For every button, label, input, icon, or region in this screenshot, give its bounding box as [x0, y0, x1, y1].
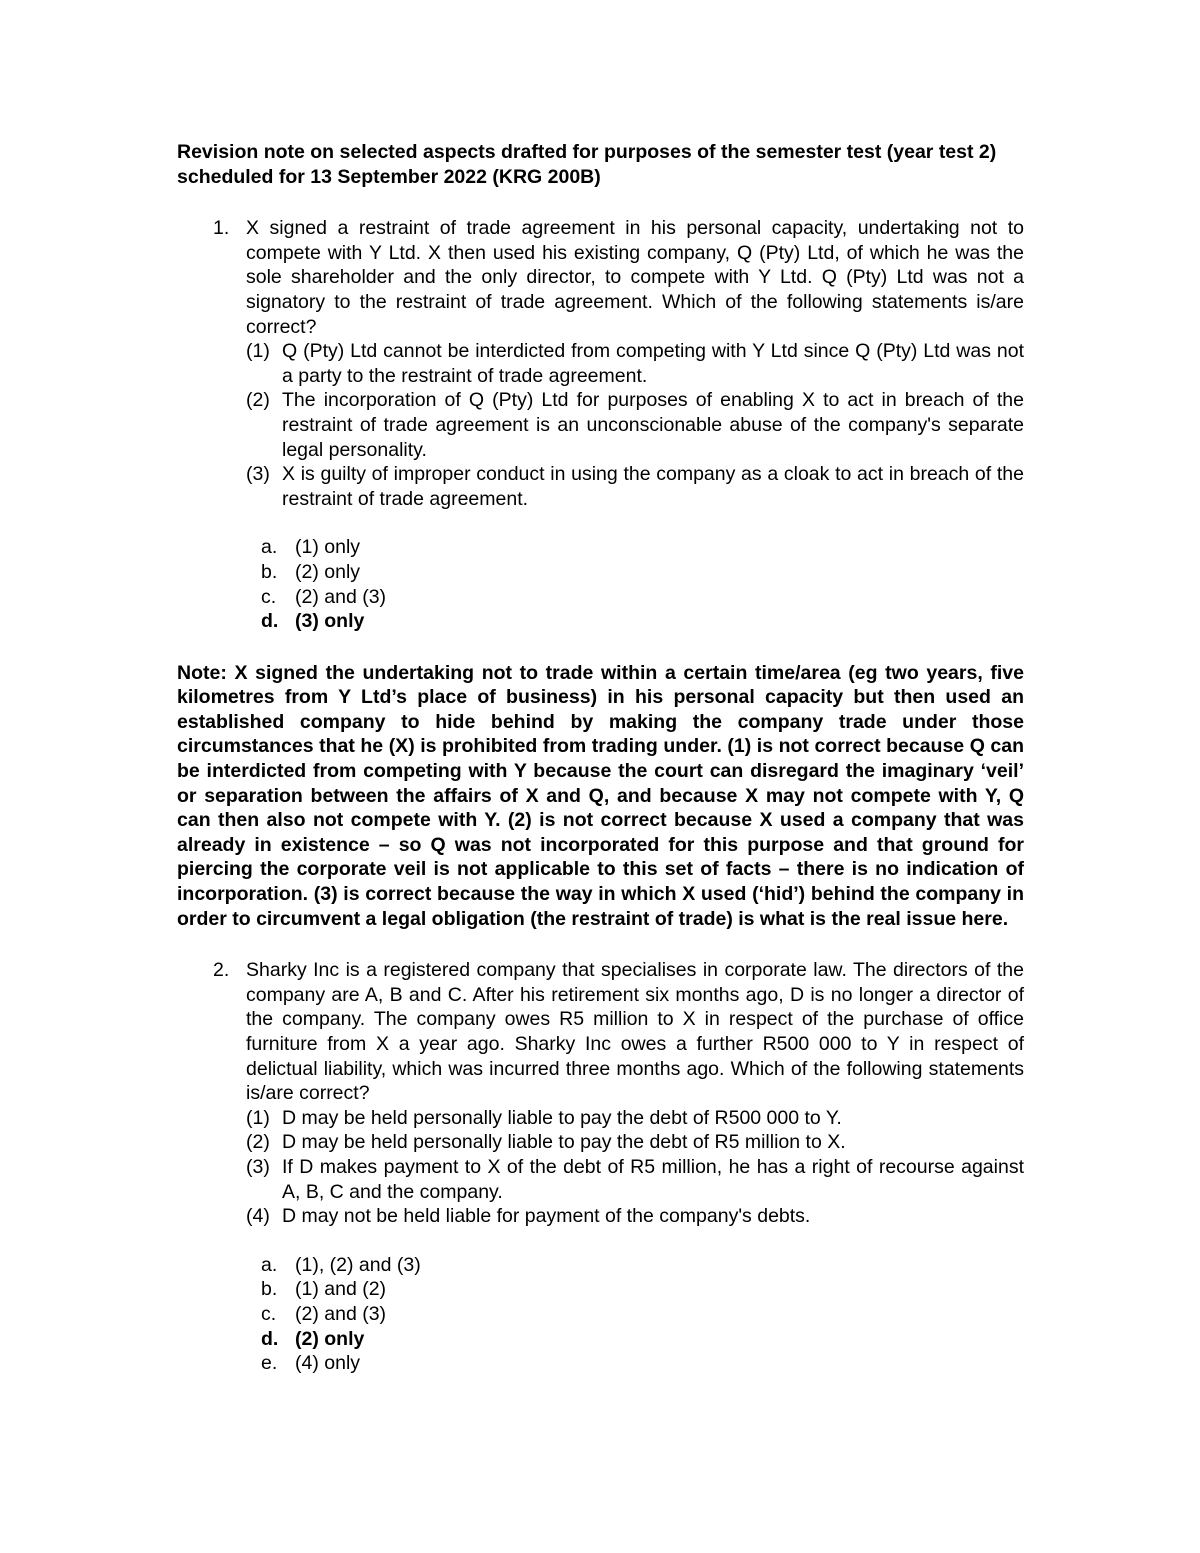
- statement-text: D may be held personally liable to pay the debt of R500 000 to Y.: [282, 1106, 842, 1129]
- option-text: (2) and (3): [295, 1302, 387, 1325]
- statement-number: (1): [246, 1106, 270, 1129]
- option-c: [261, 1302, 1024, 1327]
- statement-text: X is guilty of improper conduct in using the company as a cloak to act in breach of the restraint of trade agreement.: [282, 463, 1024, 510]
- statement-text: The incorporation of Q (Pty) Ltd for purposes of enabling X to act in breach of the restraint of trade agreement is an unconscionable abuse of the company's separate legal personality.: [282, 389, 1024, 461]
- statement-number: (4): [246, 1205, 270, 1228]
- statement-text: D may not be held liable for payment of the company's debts.: [282, 1205, 811, 1228]
- option-b: [261, 1277, 1024, 1302]
- statement-item: [246, 1155, 1024, 1204]
- document-title: Revision note on selected aspects drafted for purposes of the semester test (year test 2) scheduled for 13 September 2022 (KRG 200B): [177, 141, 997, 188]
- statement-number: (2): [246, 1131, 270, 1154]
- statement-text: Q (Pty) Ltd cannot be interdicted from competing with Y Ltd since Q (Pty) Ltd was not a party to the restraint of trade agreement.: [282, 340, 1024, 387]
- option-letter: e.: [261, 1352, 278, 1375]
- option-d-correct-answer: [261, 609, 1024, 634]
- option-letter: a.: [261, 1253, 278, 1276]
- option-c: [261, 585, 1024, 610]
- statement-list: [246, 1106, 1024, 1229]
- question-2: [177, 958, 1024, 1376]
- statement-text: If D makes payment to X of the debt of R5 million, he has a right of recourse against A, B, C and the company.: [282, 1155, 1024, 1203]
- option-text: (2) only: [295, 560, 361, 583]
- option-b: [261, 560, 1024, 585]
- option-letter: c.: [261, 585, 277, 608]
- question-number: 1.: [213, 217, 230, 240]
- option-letter: d.: [261, 610, 279, 633]
- answer-options: [246, 1253, 1024, 1376]
- document-page: [177, 140, 1024, 1376]
- statement-item: [246, 1106, 1024, 1131]
- option-text: (3) only: [295, 610, 365, 633]
- option-text: (2) only: [295, 1327, 365, 1350]
- answer-options: [246, 535, 1024, 633]
- option-d-correct-answer: [261, 1327, 1024, 1352]
- option-a: [261, 1253, 1024, 1278]
- statement-number: (3): [246, 1155, 270, 1178]
- question-text: X signed a restraint of trade agreement in his personal capacity, undertaking not to compete with Y Ltd. X then used his existing company, Q (Pty) Ltd, of which he was the sole shareholder and the only director, to compete with Y Ltd. Q (Pty) Ltd was not a signatory to the restraint of trade agreement. Which of the following statements is/are correct?: [246, 217, 1024, 338]
- statement-item: [246, 1204, 1024, 1229]
- option-letter: a.: [261, 536, 278, 559]
- statement-item: [246, 388, 1024, 462]
- question-1: [177, 216, 1024, 634]
- option-text: (1) and (2): [295, 1278, 387, 1301]
- statement-item: [246, 1130, 1024, 1155]
- option-text: (1), (2) and (3): [295, 1253, 421, 1276]
- statement-number: (2): [246, 389, 270, 412]
- question-number: 2.: [213, 959, 230, 982]
- option-e: [261, 1351, 1024, 1376]
- statement-item: [246, 339, 1024, 388]
- statement-item: [246, 462, 1024, 511]
- option-a: [261, 535, 1024, 560]
- statement-number: (3): [246, 463, 270, 486]
- option-text: (1) only: [295, 536, 361, 559]
- option-letter: d.: [261, 1327, 279, 1350]
- statement-number: (1): [246, 340, 270, 363]
- statement-list: [246, 339, 1024, 511]
- answer-note: Note: X signed the undertaking not to trade within a certain time/area (eg two years, five kilometres from Y Ltd’s place of business) in his personal capacity but then used an established company to hide behind by making the company trade under those circumstances that he (X) is prohibited from trading under. (1) is not correct because Q can be interdicted from competing with Y because the court can disregard the imaginary ‘veil’ or separation between the affairs of X and Q, and because X may not compete with Y, Q can then also not compete with Y. (2) is not correct because X used a company that was already in existence – so Q was not incorporated for this purpose and that ground for piercing the corporate veil is not applicable to this set of facts – there is no indication of incorporation. (3) is correct because the way in which X used (‘hid’) behind the company in order to circumvent a legal obligation (the restraint of trade) is what is the real issue here.: [177, 661, 1024, 930]
- option-letter: c.: [261, 1302, 277, 1325]
- option-letter: b.: [261, 1278, 278, 1301]
- question-text: Sharky Inc is a registered company that specialises in corporate law. The directors of the company are A, B and C. After his retirement six months ago, D is no longer a director of the company. The company owes R5 million to X in respect of the purchase of office furniture from X a year ago. Sharky Inc owes a further R500 000 to Y in respect of delictual liability, which was incurred three months ago. Which of the following statements is/are correct?: [246, 959, 1024, 1105]
- option-text: (4) only: [295, 1352, 361, 1375]
- option-text: (2) and (3): [295, 585, 387, 608]
- option-letter: b.: [261, 560, 278, 583]
- statement-text: D may be held personally liable to pay the debt of R5 million to X.: [282, 1131, 846, 1154]
